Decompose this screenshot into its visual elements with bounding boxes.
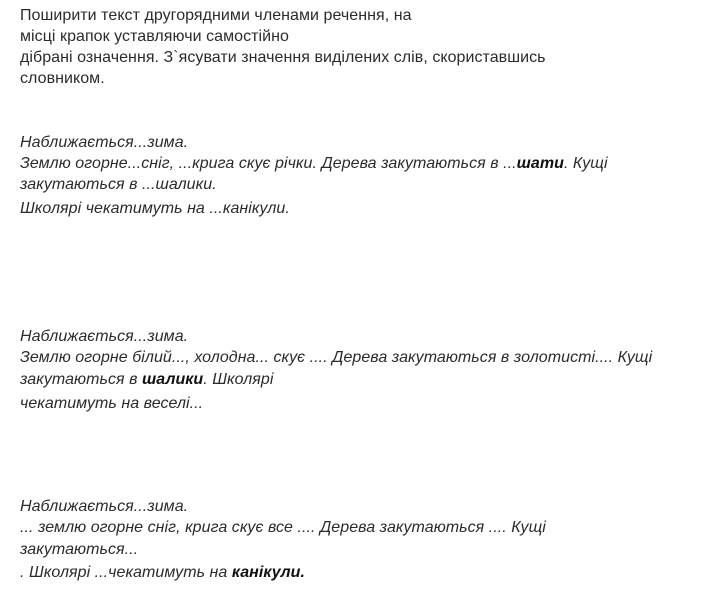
block3-highlighted-word: канікули.	[231, 564, 305, 581]
block2-line-3-text-b: . Школярі	[203, 371, 274, 388]
block1-line-1: Наближається...зима.	[20, 134, 189, 151]
block3-line-4	[20, 563, 305, 583]
block3-line-1: Наближається...зима.	[20, 498, 189, 515]
block1-line-3: закутаються в ...шалики.	[20, 176, 217, 193]
block2-line-1: Наближається...зима.	[20, 328, 189, 345]
block3-line-3: закутаються...	[20, 541, 139, 558]
block1-highlighted-word: шати	[516, 155, 564, 172]
task-line-1: Поширити текст другорядними членами речення, на	[20, 7, 412, 24]
task-line-2: місці крапок уставляючи самостійно	[20, 28, 289, 45]
task-line-3: дібрані означення. З`ясувати значення виділених слів, скориставшись	[20, 49, 546, 66]
block2-line-4: чекатимуть на веселі...	[20, 395, 204, 412]
task-line-4: словником.	[20, 70, 105, 87]
block2-line-2: Землю огорне білий..., холодна... скує .... Дерева закутаються в золотисті.... Кущі	[20, 349, 653, 366]
block3-line-4-text-a: . Школярі ...чекатимуть на	[20, 564, 232, 581]
block1-line-2-text-a: Землю огорне...сніг, ...крига скує річки. Дерева закутаються в ...	[20, 155, 517, 172]
block3-line-2: ... землю огорне сніг, крига скує все .... Дерева закутаються .... Кущі	[20, 519, 546, 536]
block2-line-3	[20, 370, 273, 390]
block2-line-3-text-a: закутаються в	[20, 371, 143, 388]
block1-line-2-text-b: . Кущі	[563, 155, 608, 172]
block1-line-2	[20, 154, 608, 174]
block1-line-4: Школярі чекатимуть на ...канікули.	[20, 200, 290, 217]
block2-highlighted-word: шалики	[142, 371, 204, 388]
